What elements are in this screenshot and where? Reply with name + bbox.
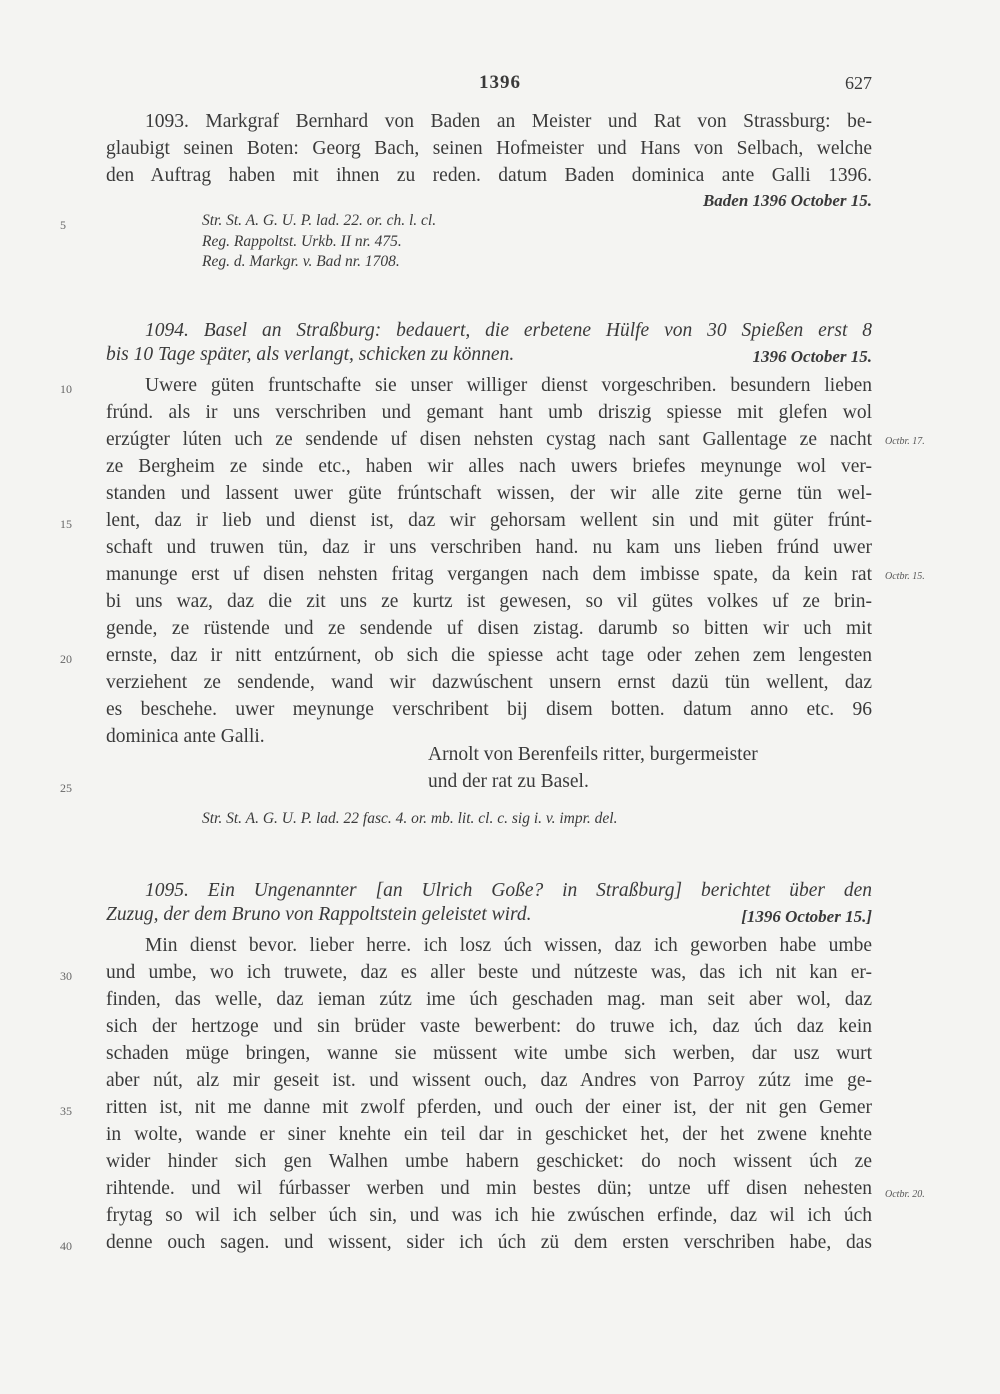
entry-1094-line-11: ernste, daz ir nitt entzúrnent, ob sich die spiesse acht tage oder zehen zem lengesten	[106, 645, 872, 666]
entry-1095-line-11: frytag so wil ich selber úch sin, und was ich hie zwúschen erfinde, daz wil ich úch	[106, 1205, 872, 1226]
line-number: 5	[60, 218, 66, 232]
margin-note: Octbr. 15.	[885, 571, 925, 582]
line-number: 20	[60, 652, 72, 666]
entry-1094-line-8: manunge erst uf disen nehsten fritag vergangen nach dem imbisse spate, da kein rat	[106, 564, 872, 585]
running-head-year: 1396	[479, 72, 521, 93]
entry-1095-line-10: rihtende. und wil fúrbasser werben und min bestes dün; untze uff disen nehesten	[106, 1178, 872, 1199]
entry-1094-signature-2: und der rat zu Basel.	[428, 771, 589, 792]
entry-1094-line-5: standen und lassent uwer güte frúntschaft wissen, der wir alle zite gerne tün wel-	[106, 483, 872, 504]
entry-1093-line-2: glaubigt seinen Boten: Georg Bach, seinen Hofmeister und Hans von Selbach, welche	[106, 138, 872, 159]
entry-1095-line-2: und umbe, wo ich truwete, daz es aller beste und nútzeste was, das ich nit kan er-	[106, 962, 872, 983]
entry-1095-line-5: schaden müge bringen, wanne sie müssent wite umbe sich werben, dar usz wurt	[106, 1043, 872, 1064]
entry-1094-source: Str. St. A. G. U. P. lad. 22 fasc. 4. or. mb. lit. cl. c. sig i. v. impr. del.	[202, 810, 618, 827]
entry-1095-line-4: sich der hertzoge und sin brüder vaste bewerbent: do truwe ich, daz úch daz kein	[106, 1016, 872, 1037]
line-number: 30	[60, 969, 72, 983]
entry-1095-line-1: Min dienst bevor. lieber herre. ich losz úch wissen, daz ich geworben habe umbe	[145, 935, 872, 956]
entry-1094-line-4: ze Bergheim ze sinde etc., haben wir alles nach uwers briefes meynunge wol ver-	[106, 456, 872, 477]
entry-1094-heading-2: bis 10 Tage später, als verlangt, schicken zu können.	[106, 344, 515, 365]
entry-1094-line-3: erzúgter lúten uch ze sendende uf disen nehsten cystag nach sant Gallentage ze nacht	[106, 429, 872, 450]
entry-1093-line-1: 1093. Markgraf Bernhard von Baden an Meister und Rat von Strassburg: be-	[145, 111, 872, 132]
line-number: 40	[60, 1239, 72, 1253]
entry-1095-date: [1396 October 15.]	[741, 907, 872, 926]
entry-1095-line-8: in wolte, wande er siner knehte ein teil dar in geschicket het, der het zwene knehte	[106, 1124, 872, 1145]
entry-1094-line-2: frúnd. als ir uns verschriben und gemant hant umb driszig spiesse mit glefen wol	[106, 402, 872, 423]
entry-1094-line-13: es beschehe. uwer meynunge verschribent bij disem botten. datum anno etc. 96	[106, 699, 872, 720]
margin-note: Octbr. 20.	[885, 1189, 925, 1200]
line-number: 25	[60, 781, 72, 795]
entry-1094-line-6: lent, daz ir lieb und dienst ist, daz wir gehorsam wellent sin und mit güter frúnt-	[106, 510, 872, 531]
line-number: 35	[60, 1104, 72, 1118]
entry-1095-heading-1: 1095. Ein Ungenannter [an Ulrich Goße? in Straßburg] berichtet über den	[145, 880, 872, 901]
entry-1093-source-1: Str. St. A. G. U. P. lad. 22. or. ch. l. cl.	[202, 212, 437, 229]
entry-1094-line-10: gende, ze rüstende und ze sendende uf disen zistag. darumb so bitten wir uch mit	[106, 618, 872, 639]
entry-1095-heading-2: Zuzug, der dem Bruno von Rappoltstein geleistet wird.	[106, 904, 532, 925]
entry-1094-date: 1396 October 15.	[752, 347, 872, 366]
entry-1094-line-1: Uwere güten fruntschafte sie unser williger dienst vorgeschriben. besundern lieben	[145, 375, 872, 396]
margin-note: Octbr. 17.	[885, 436, 925, 447]
entry-1093-source-3: Reg. d. Markgr. v. Bad nr. 1708.	[202, 253, 400, 270]
entry-1093-line-3: den Auftrag haben mit ihnen zu reden. datum Baden dominica ante Galli 1396.	[106, 165, 872, 186]
line-number: 10	[60, 382, 72, 396]
entry-1093-date: Baden 1396 October 15.	[702, 191, 872, 210]
entry-1094-line-14: dominica ante Galli.	[106, 726, 265, 747]
entry-1094-line-9: bi uns waz, daz die zit uns ze kurtz ist gewesen, so vil gütes volkes uf ze brin-	[106, 591, 872, 612]
entry-1094-line-7: schaft und truwen tün, daz ir uns verschriben hand. nu kam uns lieben frúnd uwer	[106, 537, 872, 558]
entry-1094-heading-1: 1094. Basel an Straßburg: bedauert, die erbetene Hülfe von 30 Spießen erst 8	[145, 320, 872, 341]
entry-1095-line-7: ritten ist, nit me danne mit zwolf pferden, und ouch der einer ist, der nit gen Gemer	[106, 1097, 872, 1118]
entry-1095-line-6: aber nút, alz mir geseit ist. und wissent ouch, daz Andres von Parroy zútz ime ge-	[106, 1070, 872, 1091]
entry-1093-source-2: Reg. Rappoltst. Urkb. II nr. 475.	[202, 233, 402, 250]
entry-1095-line-9: wider hinder sich gen Walhen umbe habern geschicket: do noch wissent úch ze	[106, 1151, 872, 1172]
line-number: 15	[60, 517, 72, 531]
entry-1094-line-12: verziehent ze sendende, wand wir dazwúschent unsern ernst dazü tün wellent, daz	[106, 672, 872, 693]
entry-1095-line-3: finden, das welle, daz ieman zútz ime úch geschaden mag. man seit aber wol, daz	[106, 989, 872, 1010]
page-number: 627	[845, 73, 872, 93]
entry-1095-line-12: denne ouch sagen. und wissent, sider ich úch zü dem ersten verschriben habe, das	[106, 1232, 872, 1253]
entry-1094-signature-1: Arnolt von Berenfeils ritter, burgermeister	[428, 744, 758, 765]
